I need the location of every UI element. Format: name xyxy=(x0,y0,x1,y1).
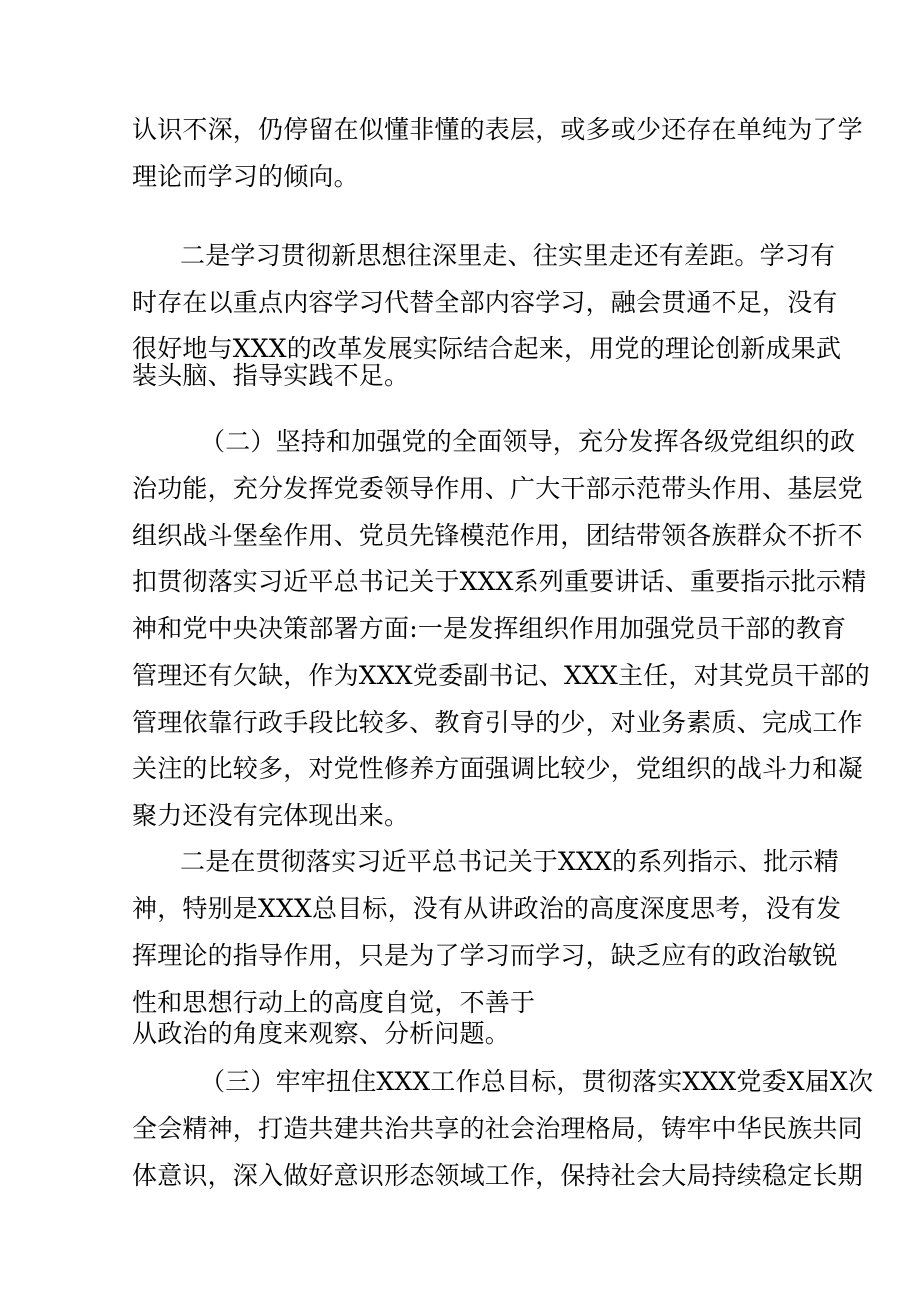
text-line: 挥理论的指导作用，只是为了学习而学习，缺乏应有的政治敏锐 xyxy=(132,941,838,970)
text-line: 管理还有欠缺，作为XXX党委副书记、XXX主任，对其党员干部的 xyxy=(132,661,870,690)
text-line: 治功能，充分发挥党委领导作用、广大干部示范带头作用、基层党 xyxy=(132,474,863,503)
text-line: 从政治的角度来观察、分析问题。 xyxy=(132,1019,511,1048)
text-line: 理论而学习的倾向。 xyxy=(132,162,359,191)
section-heading-line: （二）坚持和加强党的全面领导，充分发挥各级党组织的政 xyxy=(200,427,856,456)
text-line: 管理依靠行政手段比较多、教育引导的少，对业务素质、完成工作 xyxy=(132,708,863,737)
text-line: 体意识，深入做好意识形态领域工作，保持社会大局持续稳定长期 xyxy=(132,1161,863,1190)
text-line: 扣贯彻落实习近平总书记关于XXX系列重要讲话、重要指示批示精 xyxy=(132,567,867,596)
paragraph-start-line: 二是学习贯彻新思想往深里走、往实里走还有差距。学习有 xyxy=(180,241,836,270)
text-line: 组织战斗堡垒作用、党员先锋模范作用，团结带领各族群众不折不 xyxy=(132,521,863,550)
text-line: 性和思想行动上的高度自觉，不善于 xyxy=(132,988,536,1017)
text-line: 聚力还没有完体现出来。 xyxy=(132,801,410,830)
text-line: 神和党中央决策部署方面:一是发挥组织作用加强党员干部的教育 xyxy=(132,614,847,643)
text-line: 时存在以重点内容学习代替全部内容学习，融会贯通不足，没有 xyxy=(132,288,838,317)
text-line: 全会精神，打造共建共治共享的社会治理格局，铸牢中华民族共同 xyxy=(132,1114,863,1143)
text-line: 神，特别是XXX总目标，没有从讲政治的高度深度思考，没有发 xyxy=(132,894,842,923)
text-line: 装头脑、指导实践不足。 xyxy=(132,361,410,390)
text-line: 关注的比较多，对党性修养方面强调比较少，党组织的战斗力和凝 xyxy=(132,754,863,783)
text-line: 认识不深，仍停留在似懂非懂的表层，或多或少还存在单纯为了学 xyxy=(132,115,863,144)
paragraph-start-line: 二是在贯彻落实习近平总书记关于XXX的系列指示、批示精 xyxy=(180,847,839,876)
text-line: 很好地与XXX的改革发展实际结合起来，用党的理论创新成果武 xyxy=(132,334,842,363)
section-heading-line: （三）牢牢扭住XXX工作总目标，贯彻落实XXX党委X届X次 xyxy=(200,1067,874,1096)
